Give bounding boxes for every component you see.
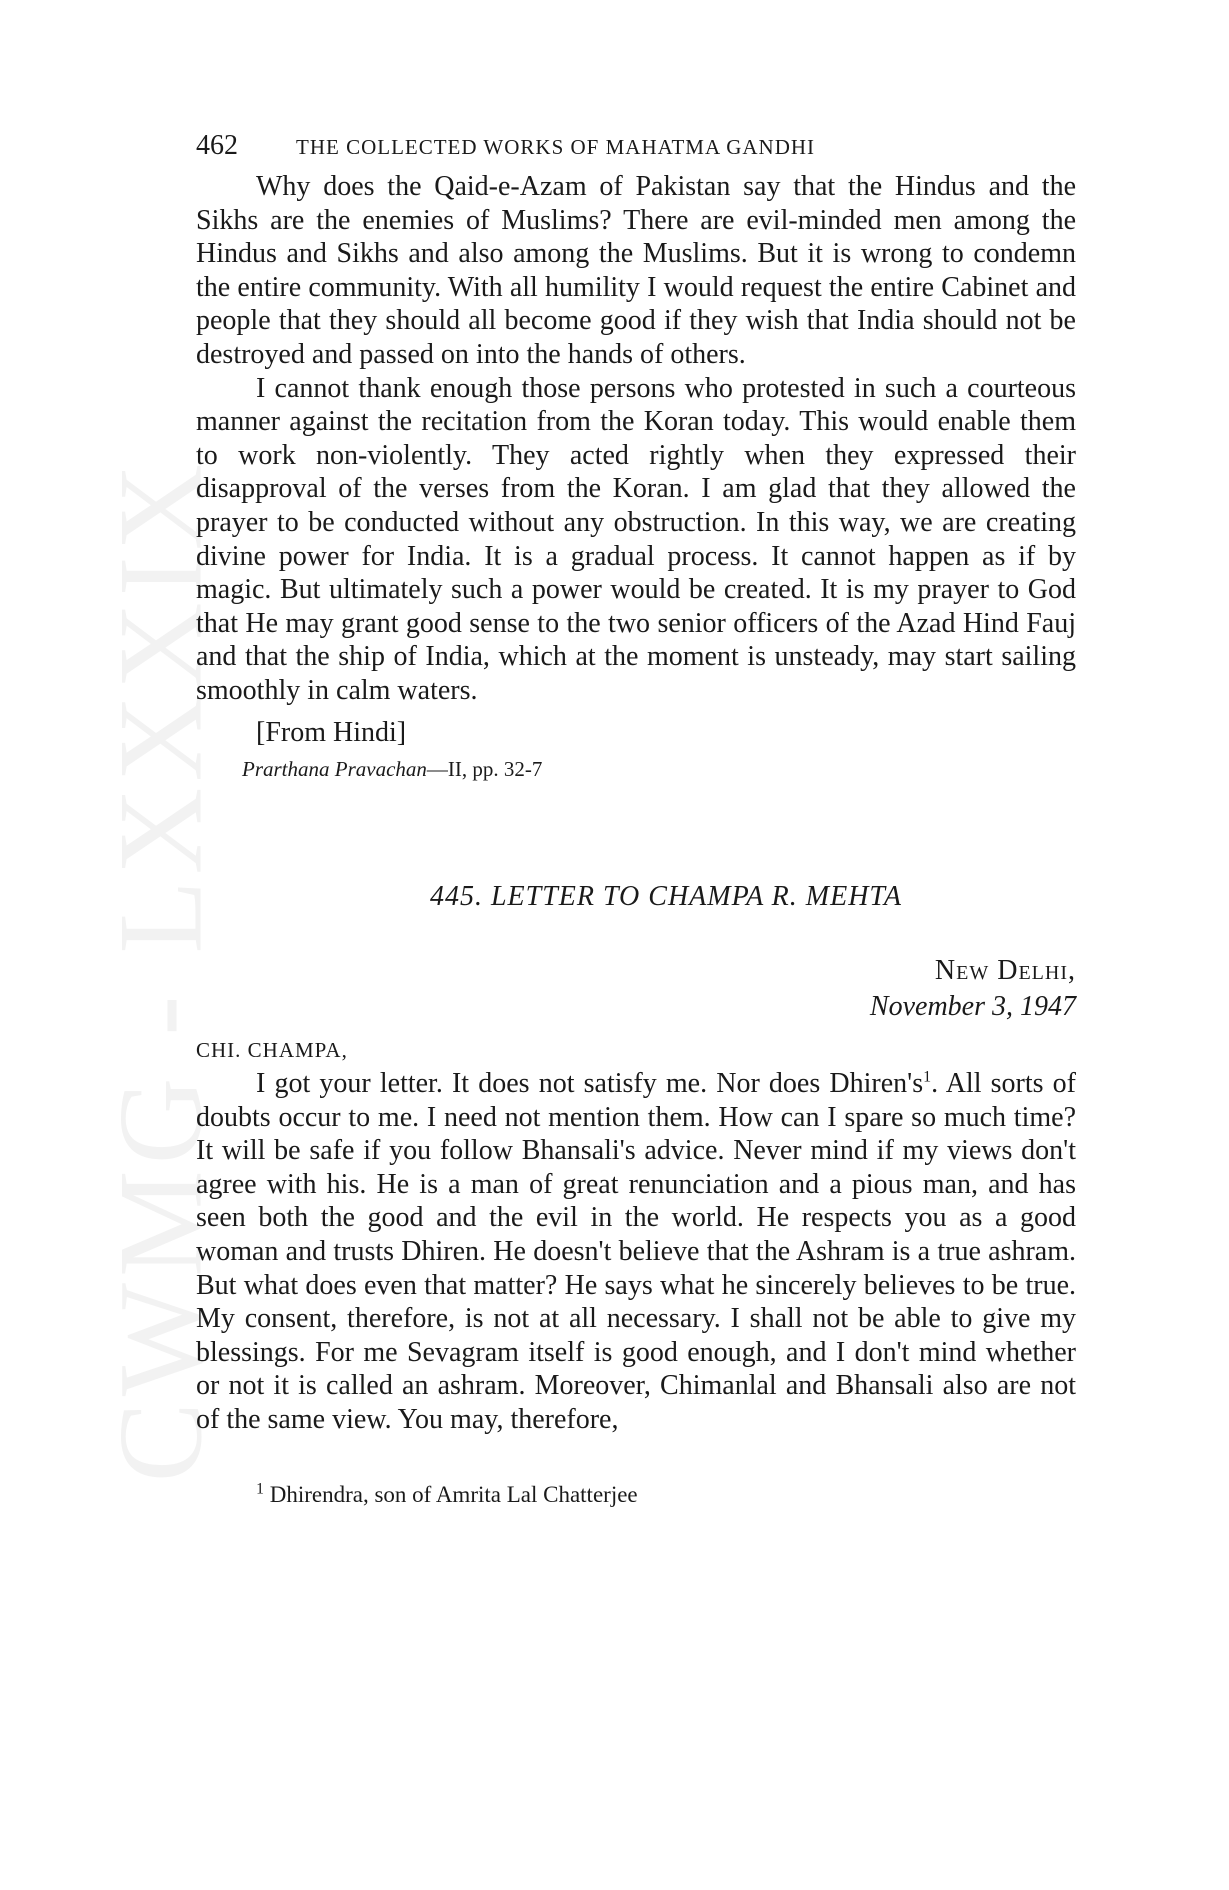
watermark <box>93 340 226 1600</box>
watermark-text: CWMG - LXXXIX <box>93 457 226 1483</box>
letter-heading: 445. LETTER TO CHAMPA R. MEHTA <box>429 881 903 913</box>
citation <box>196 755 1076 783</box>
citation-title: Prarthana Pravachan <box>242 757 427 782</box>
footnote-text: Dhirendra, son of Amrita Lal Chatterjee <box>269 1481 638 1507</box>
salutation: CHI. CHAMPA, <box>196 1038 348 1063</box>
letter-date: November 3, 1947 <box>869 991 1076 1023</box>
source-language: [From Hindi] <box>256 716 407 748</box>
speech-section <box>196 170 1076 783</box>
letter-place: New Delhi, <box>934 955 1076 987</box>
letter-body <box>196 1067 1076 1437</box>
footnote-number: 1 <box>256 1479 264 1497</box>
running-head <box>196 130 1076 170</box>
letter-body-part-1: I got your letter. It does not satisfy me. Nor does Dhiren's <box>256 1068 924 1100</box>
page-number: 462 <box>196 130 238 161</box>
letter-body-part-2: . All sorts of doubts occur to me. I need not mention them. How can I spare so much time? It will be safe if you follow Bhansali's advice. Never mind if my views don't agree with his. He is a man of great renunciation and a pious man, and has seen both the good and the evil in the world. He respects you as a good woman and trusts Dhiren. He doesn't believe that the Ashram is a true ashram. But what does even that matter? He says what he sincerely believes to be true. My consent, therefore, is not at all necessary. I shall not be able to give my blessings. For me Sevagram itself is good enough, and I don't mind whether or not it is called an ashram. Moreover, Chimanlal and Bhansali also are not of the same view. You may, therefore, <box>196 1068 1076 1436</box>
page <box>196 130 1076 1509</box>
speech-paragraph-1: Why does the Qaid-e-Azam of Pakistan say that the Hindus and the Sikhs are the enemies of Muslims? There are evil-minded men among the Hindus and Sikhs and also among the Muslims. But it is wrong to condemn the entire community. With all humility I would request the entire Cabinet and people that they should all become good if they wish that India should not be destroyed and passed on into the hands of others. <box>196 171 1076 370</box>
footnote <box>196 1481 1076 1509</box>
footnote-marker: 1 <box>923 1068 932 1086</box>
dateline <box>196 953 1076 1025</box>
speech-paragraph-2: I cannot thank enough those persons who protested in such a courteous manner against the recitation from the Koran today. This would enable them to work non-violently. They acted rightly when they expressed their disapproval of the verses from the Koran. I am glad that they allowed the prayer to be conducted without any obstruction. In this way, we are creating divine power for India. It is a gradual process. It cannot happen as if by magic. But ultimately such a power would be created. It is my prayer to God that He may grant good sense to the two senior officers of the Azad Hind Fauj and that the ship of India, which at the moment is unsteady, may start sailing smoothly in calm waters. <box>196 372 1076 706</box>
book-title: THE COLLECTED WORKS OF MAHATMA GANDHI <box>296 135 816 159</box>
citation-pages: —II, pp. 32-7 <box>426 757 543 782</box>
